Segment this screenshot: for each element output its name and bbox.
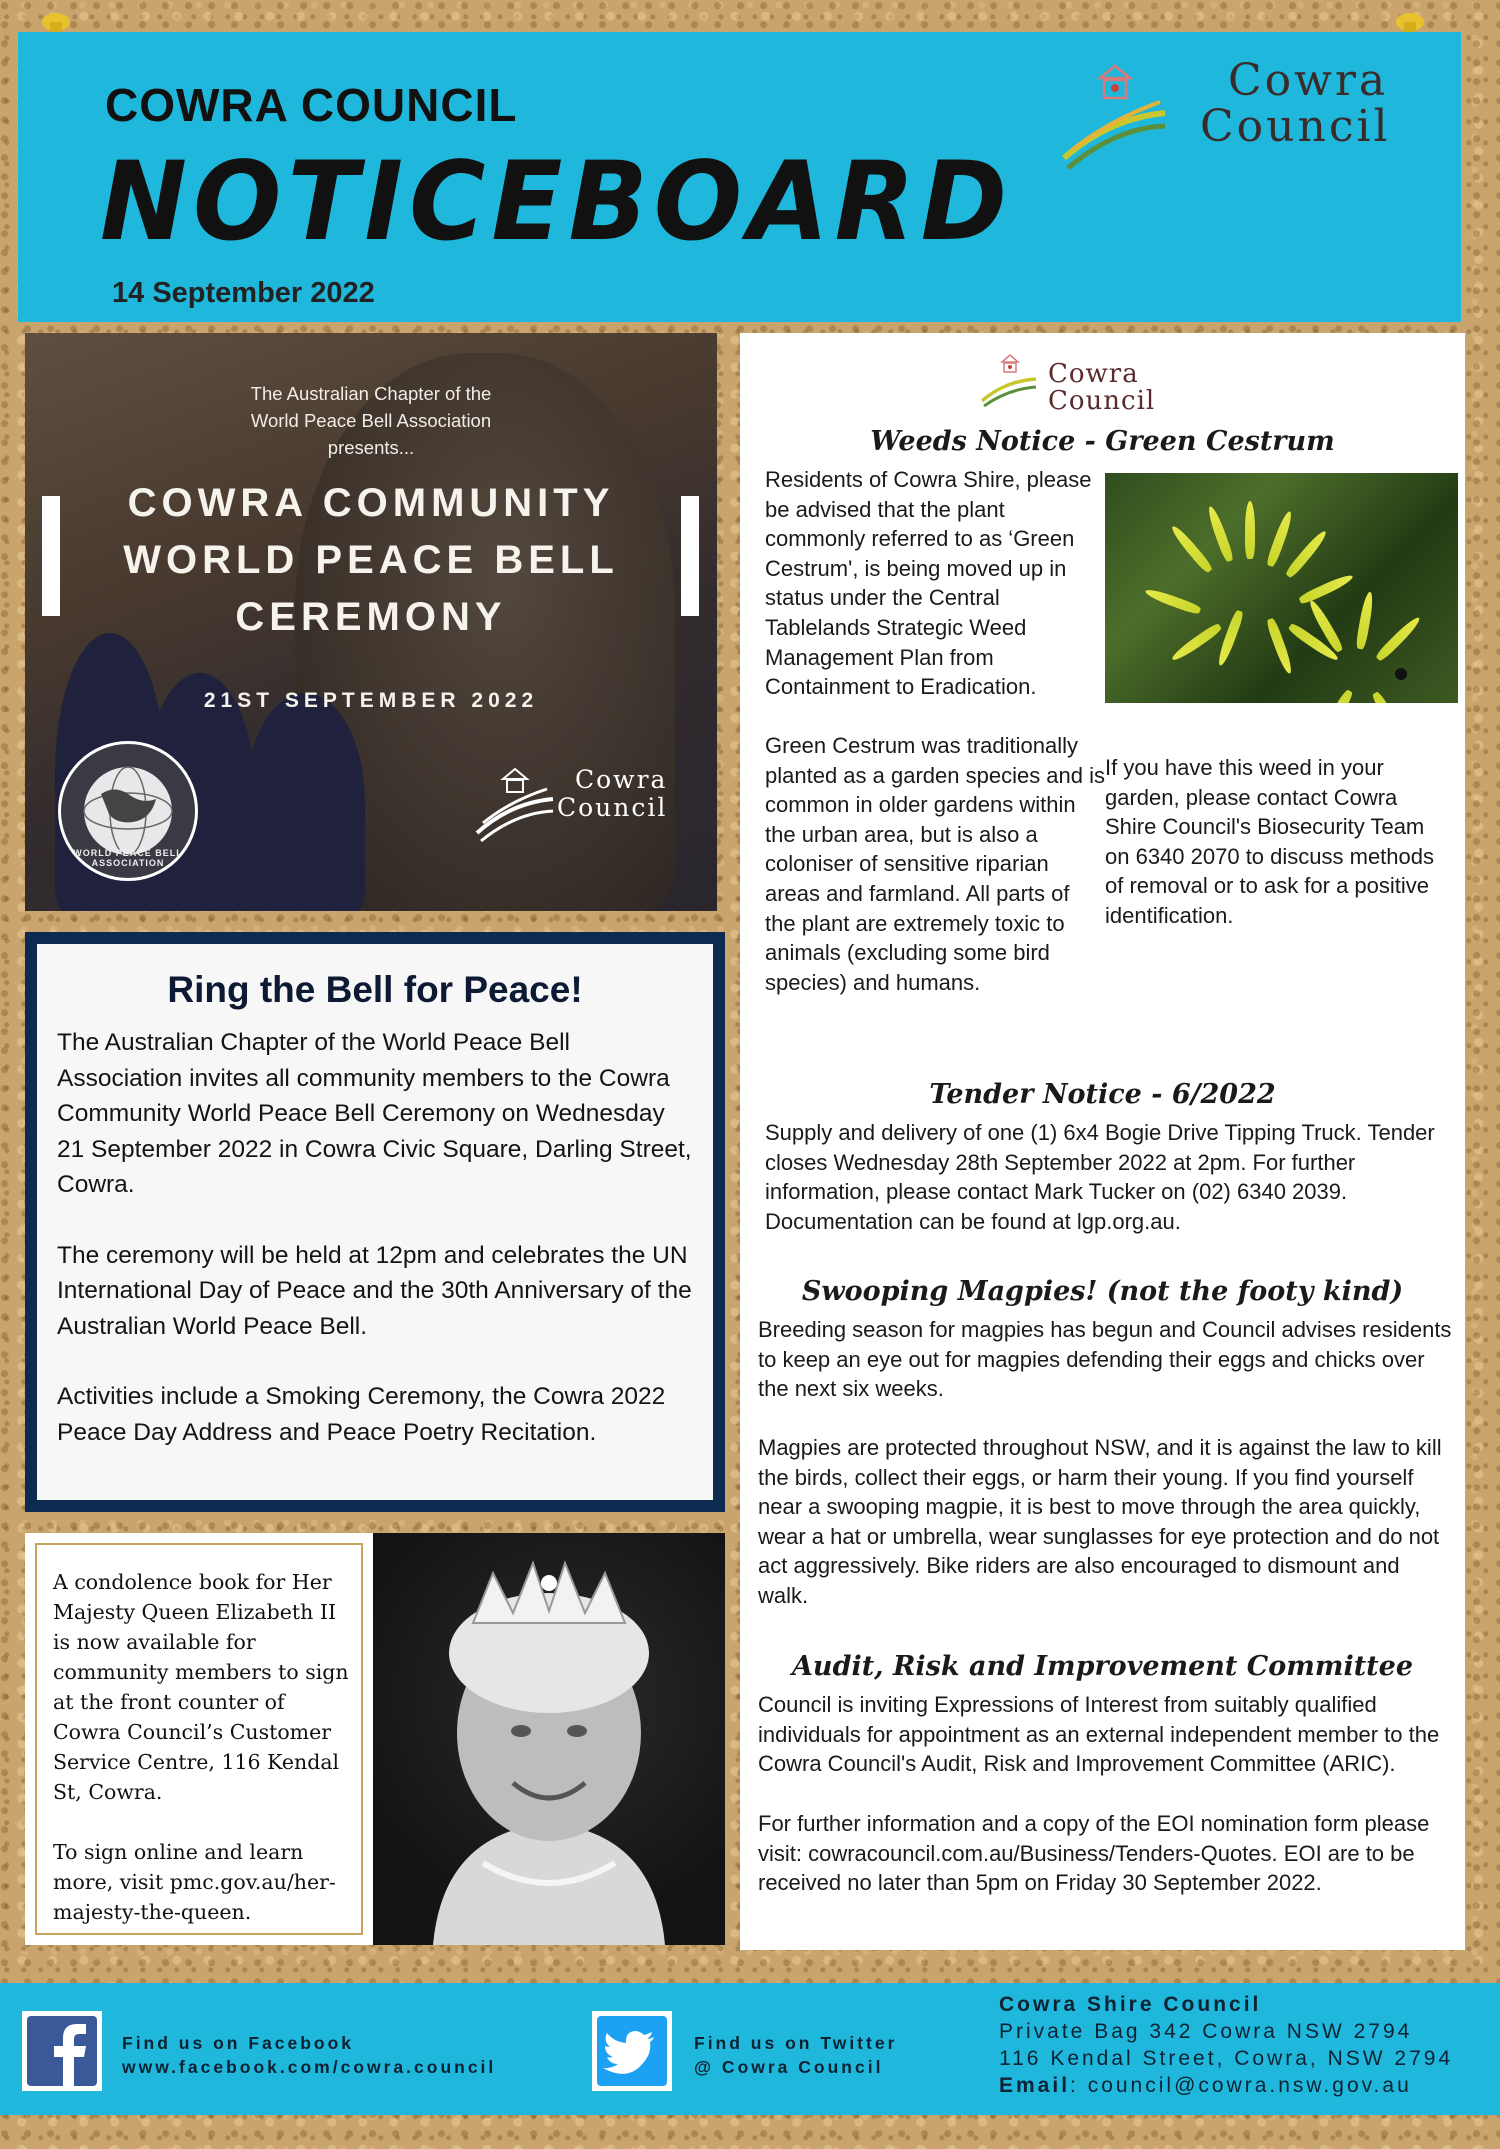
poster-council-logo: Cowra Council [475,763,675,843]
ring-bell-paragraph: Activities include a Smoking Ceremony, the Cowra 2022 Peace Day Address and Peace Poetry Recitation. [57,1383,666,1446]
title-bar-right [681,496,699,616]
contact-address: Private Bag 342 Cowra NSW 2794 [999,2020,1413,2043]
notices-panel [740,333,1465,1950]
facebook-icon[interactable] [22,2011,102,2091]
poster-event-date: 21ST SEPTEMBER 2022 [203,689,539,712]
council-swoosh-icon [475,763,555,843]
condolence-paragraph: To sign online and learn more, visit pmc.gov.au/her-majesty-the-queen. [53,1840,336,1924]
magpies-paragraph: Breeding season for magpies has begun and Council advises residents to keep an eye out for magpies defending their eggs and chicks over the next six weeks. [758,1317,1452,1402]
contact-email[interactable]: Email: council@cowra.nsw.gov.au [999,2074,1412,2097]
contact-address: 116 Kendal Street, Cowra, NSW 2794 [999,2047,1454,2070]
weeds-paragraph: Residents of Cowra Shire, please be advised that the plant commonly referred to as ‘Green Cestrum', is being moved up in status under the Central Tablelands Strategic Weed Management Plan from Containment to Eradication. [765,467,1092,700]
council-swoosh-icon [980,351,1038,407]
weeds-paragraph: Green Cestrum was traditionally planted as a garden species and is common in older gardens within the urban area, but is also a coloniser of sensitive riparian areas and farmland. All parts of the plant are extremely toxic to animals (excluding some bird species) and humans. [765,733,1106,995]
audit-heading: Audit, Risk and Improvement Committee [791,1651,1413,1682]
twitter-icon[interactable] [592,2011,672,2091]
badge-text: WORLD PEACE BELL ASSOCIATION [73,848,183,868]
poster-presents: The Australian Chapter of the World Peace Bell Association presents... [250,383,492,458]
logo-word-council: Council [1200,101,1391,152]
council-house-icon [1060,58,1170,178]
issue-date: 14 September 2022 [112,277,375,309]
queen-portrait-photo [373,1533,725,1945]
world-peace-bell-badge [58,741,198,881]
cowra-council-logo [1060,52,1390,182]
ring-bell-paragraph: The Australian Chapter of the World Peace Bell Association invites all community members to the Cowra Community World Peace Bell Ceremony on Wednesday 21 September 2022 in Cowra Civic Square, Darling Street, Cowra. [57,1029,692,1198]
ring-bell-title: Ring the Bell for Peace! [167,969,583,1010]
facebook-link[interactable]: Find us on Facebook www.facebook.com/cowra.council [122,2033,497,2077]
contact-block [999,1991,1453,2099]
green-cestrum-photo [1105,473,1458,703]
tender-heading: Tender Notice - 6/2022 [929,1079,1276,1110]
board-title: NOTICEBOARD [100,136,1014,266]
audit-paragraph: For further information and a copy of the EOI nomination form please visit: cowracouncil.com.au/Business/Tenders-Quotes. EOI are to be received no later than 5pm on Friday 30 September 2022. [758,1811,1430,1896]
footer-bar [0,1983,1500,2115]
magpies-heading: Swooping Magpies! (not the footy kind) [801,1276,1404,1307]
magpies-paragraph: Magpies are protected throughout NSW, and it is against the law to kill the birds, collect their eggs, or harm their young. If you find yourself near a swooping magpie, it is best to move through the area quickly, wear a hat or umbrella, wear sunglasses for eye protection and do not act aggressively. Bike riders are also encouraged to dismount and walk. [758,1435,1442,1608]
org-label: COWRA COUNCIL [105,79,518,131]
weeds-paragraph: If you have this weed in your garden, please contact Cowra Shire Council's Biosecurity Team on 6340 2070 to discuss methods of removal or to ask for a positive identification. [1105,755,1435,928]
condolence-paragraph: A condolence book for Her Majesty Queen Elizabeth II is now available for community members to sign at the front counter of Cowra Council’s Customer Service Centre, 116 Kendal St, Cowra. [53,1570,349,1804]
poster-title: COWRA COMMUNITY WORLD PEACE BELL CEREMONY [123,481,619,639]
condolence-card [25,1533,373,1945]
portrait-illustration [373,1533,725,1945]
ring-bell-card [25,932,725,1512]
contact-name: Cowra Shire Council [999,1993,1262,2016]
audit-paragraph: Council is inviting Expressions of Interest from suitably qualified individuals for appointment as an external independent member to the Cowra Council's Audit, Risk and Improvement Committee (ARIC). [758,1692,1440,1777]
peace-bell-poster [25,333,717,911]
ring-bell-paragraph: The ceremony will be held at 12pm and celebrates the UN International Day of Peace and the 30th Anniversary of the Australian World Peace Bell. [57,1241,692,1340]
weeds-heading: Weeds Notice - Green Cestrum [870,426,1335,457]
tender-paragraph: Supply and delivery of one (1) 6x4 Bogie Drive Tipping Truck. Tender closes Wednesday 28th September 2022 at 2pm. For further information, please contact Mark Tucker on (02) 6340 2039. Documentation can be found at lgp.org.au. [765,1120,1435,1234]
notices-council-logo: Cowra Council [980,351,1240,401]
title-bar-left [42,496,60,616]
logo-word-cowra: Cowra [1228,55,1389,106]
twitter-link[interactable]: Find us on Twitter @ Cowra Council [694,2033,898,2077]
